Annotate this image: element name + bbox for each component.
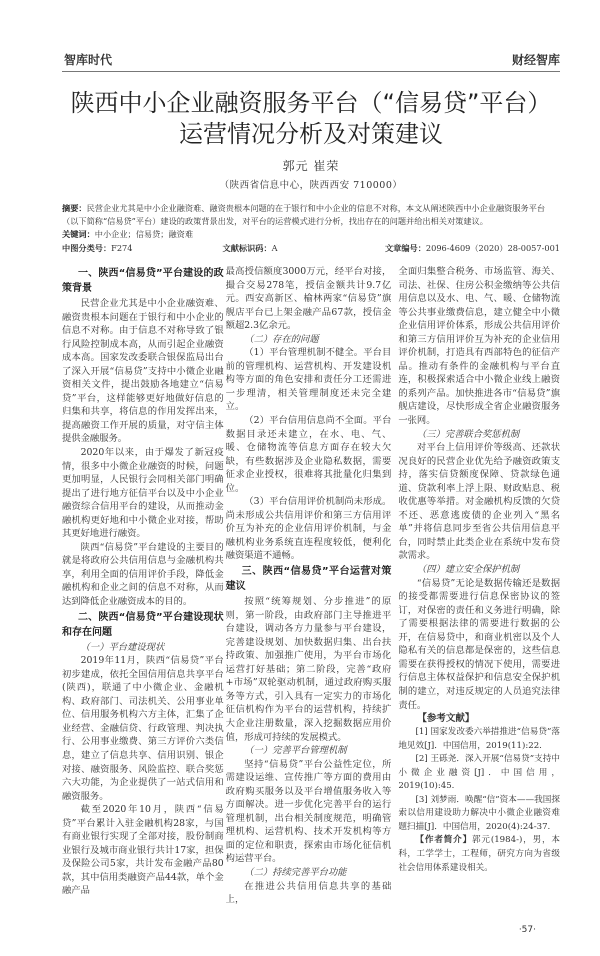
paragraph: （3）平台信用评价机制尚未形成。尚未形成公共信用评价和第三方信用评价互为补充的企业信用评价机制，与金融机构业务系统直连程度较低，便利化融资渠道不通畅。	[225, 496, 392, 562]
paragraph: “信易贷”无论是数据传输还是数据的接受都需要进行信息保密协议的签订，对保密的责任和义务进行明确，除了需要根据法律的需要进行数据的公开，在信易贷中，和商业机密以及个人隐私有关的信息都是保密的，这些信息需要在获得授权的情况下使用，需要进行信息主体权益保护和信息安全保护机制的建立，对违反规定的人员追究法律责任。	[398, 577, 560, 711]
column-1	[62, 265, 224, 907]
doc-code	[223, 242, 385, 255]
author-bio	[398, 834, 560, 875]
page-footer	[62, 917, 560, 936]
authors: 郭元 崔荣	[282, 159, 340, 173]
section-heading: 三、陕西“信易贷”平台运营对策建议	[225, 566, 392, 593]
paragraph-continued: 全面归集整合税务、市场监管、海关、司法、社保、住房公积金缴纳等公共信用信息以及水、电、气、暖、仓储物流等公共事业缴费信息，建立健全中小微企业信用评价体系，形成公共信用评价和第三方信用评价互为补充的企业信用评价机制，打造具有西部特色的征信产品。推动有条件的金融机构与平台直连，积极探索适合中小微企业线上融资的系列产品。加快推进各市“信易贷”旗舰店建设，尽快形成全省企业融资服务一张网。	[398, 266, 560, 427]
author-bio-label: 【作者简介】	[415, 835, 473, 846]
article-title	[40, 88, 582, 150]
reference-item: [3] 刘梦雨．唤醒“信”资本——我国探索以信用建设助力解决中小微企业融资难题扫描[J]．中国信用，2020(4):24-37.	[398, 794, 560, 832]
column-3	[398, 265, 560, 907]
journal-section-right: 财经智库	[511, 53, 560, 67]
subsection-heading: （一）完善平台管理机制	[244, 745, 347, 757]
keywords	[62, 228, 560, 241]
abstract-label: 摘要：	[62, 203, 87, 213]
keywords-text: 中小企业；信易贷；融资难	[94, 229, 194, 239]
subsection-heading: （二）持续完善平台功能	[244, 866, 347, 878]
abstract-block	[62, 202, 560, 241]
references-heading: 【参考文献】	[417, 713, 475, 725]
subsection-heading: （一）平台建设现状	[80, 641, 165, 653]
reference-item: [2] 王砾尧．深入开展“信易贷”支持中小微企业融资[J]．中国信用，2019(10):45.	[398, 754, 560, 792]
article-number	[385, 242, 560, 255]
title-line-1: 陕西中小企业融资服务平台（“信易贷”平台）	[70, 89, 552, 117]
keywords-label: 关键词：	[62, 229, 95, 239]
doc-label: 文献标识码：	[222, 243, 272, 253]
paragraph: 对平台上信用评价等级高、还款状况良好的民营企业优先给予融资政策支持，落实信贷额度保障、贷款绿色通道、贷款利率上浮上限、财政贴息、税收优惠等举措。对金融机构反馈的欠贷不还、恶意逃废债的企业列入“黑名单”并将信息同步至省公共信用信息平台，同时禁止此类企业在系统中发布贷款需求。	[398, 442, 560, 562]
abstract	[62, 202, 560, 228]
body-columns	[62, 265, 560, 907]
paragraph: 2019年11月，陕西“信易贷”平台初步建成，依托全国信用信息共享平台(陕西)，联通了中小微企业、金融机构、政府部门、司法机关、公用事业单位、信用服务机构六方主体，汇集了企业经营、金融信贷、行政管理、判决执行、公用事业缴费、第三方评价六类信息，建立了信息共享、信用识别、银企对接、融资服务、风险监控、联合奖惩六大功能，为企业提供了一站式信用和融资服务。	[62, 655, 224, 802]
paragraph: 2020年以来，由于爆发了新冠疫情，很多中小微企业融资的时候，问题更加明显，人民银行会同相关部门明确提出了进行地方征信平台以及中小企业融资综合信用平台的建设，从而推动金融机构更好地和中小微企业对接，帮助其更好地进行融资。	[62, 447, 224, 540]
column-2	[226, 265, 392, 907]
paragraph: 坚持“信易贷”平台公益性定位，所需建设运维、宣传推广等方面的费用由政府购买服务以及平台增值服务收入等方面解决。进一步优化完善平台的运行管理机制，出台相关制度规范，明确管理机构、运营机构、技术开发机构等方面的定位和职责，探索由市场化征信机构运营平台。	[225, 758, 392, 865]
paragraph: 截至2020年10月，陕西“信易贷”平台累计入驻金融机构28家，与国有商业银行实现了全部对接，股份制商业银行及城市商业银行共计17家，担保及保险公司5家，共计发布金融产品80款，其中信用类融资产品44款，单个金融产品	[62, 804, 224, 897]
paragraph-continued: 最高授信额度3000万元，经平台对接，撮合交易278笔，授信金额共计9.7亿元。西安高新区、榆林两家“信易贷”旗舰店平台已上架金融产品67款，授信金额超2.3亿余元。	[225, 266, 392, 332]
paragraph: 民营企业尤其是中小企业融资难、融资贵根本问题在于银行和中小企业的信息不对称。由于信息不对称导致了银行风险控制成本高，从而引起企业融资成本高。国家发改委联合银保监局出台了深入开展“信易贷”支持中小微企业融资相关文件，提出鼓励各地建立“信易贷”平台，这样能够更好地做好信息的归集和共享，将信息的作用发挥出来，提高融资工作开展的质量，对守信主体提供金融服务。	[62, 298, 224, 445]
subsection-heading: （三）完善联合奖惩机制	[416, 428, 520, 440]
doc-value: A	[271, 243, 278, 253]
section-heading: 一、陕西“信易贷”平台建设的政策背景	[62, 268, 224, 294]
paragraph: 按照“统筹规划、分步推进”的原则，第一阶段，由政府部门主导推进平台建设，调动各方力量参与平台建设，完善建设规划、加快数据归集、出台扶持政策、加强推广使用，为平台市场化运营打好基础；第二阶段，完善“政府+市场”双轮驱动机制，通过政府购买服务等方式，引入具有一定实力的市场化征信机构作为平台的运营机构，持续扩大企业注册数量，深入挖掘数据应用价值，形成可持续的发展模式。	[225, 596, 392, 743]
article-meta	[62, 242, 560, 255]
clc-label: 中图分类号：	[62, 243, 112, 253]
journal-section-left: 智库时代	[64, 53, 113, 67]
clc-number	[62, 242, 223, 255]
abstract-text: 民营企业尤其是中小企业融资难、融资贵根本问题的在于银行和中小企业的信息不对称，本文从阐述陕西中小企业融资服务平台（以下简称“信易贷”平台）建设的政策背景出发，对平台的运营模式进行分析，找出存在的问题并给出相关对策建议。	[62, 203, 546, 226]
page-number: ·57·	[518, 924, 536, 935]
paragraph: （2）平台信用信息尚不全面。平台数据目录还未建立，在水、电、气、暖、仓储物流等信息方面存在较大欠缺，有些数据涉及企业隐私数据，需要征求企业授权，很难将其批量化归集到位。	[225, 415, 392, 494]
section-heading: 二、陕西“信易贷”平台建设现状和存在问题	[62, 611, 224, 638]
subsection-heading: （二）存在的问题	[244, 333, 319, 345]
running-header	[62, 49, 560, 72]
reference-item: [1] 国家发改委六举措推进“信易贷”落地见效[J]．中国信用，2019(11):22.	[398, 727, 560, 751]
affiliation: （陕西省信息中心，陕西西安 710000）	[219, 180, 403, 191]
paragraph: 在推进公共信用信息共享的基础上，	[225, 880, 392, 906]
clc-value: F274	[111, 243, 133, 253]
paragraph: 陕西“信易贷”平台建设的主要目的就是将政府公共信用信息与金融机构共享，利用全面的信用评价手段，降低金融机构和企业之间的信息不对称，从而达到降低企业融资成本的目的。	[62, 541, 224, 608]
author-bio-text: 郭元(1984-)，男，本科，工学学士，工程师，研究方向为省级社会信用体系建设相关。	[398, 835, 560, 873]
article-value: 2096-4609（2020）28-0057-001	[425, 243, 560, 253]
subsection-heading: （四）建立安全保护机制	[416, 564, 520, 576]
paragraph: （1）平台管理机制不健全。平台目前的管理机构、运营机构、开发建设机构等方面的角色安排和责任分工还需进一步理清，相关管理制度还未完全建立。	[225, 347, 392, 413]
title-line-2: 运营情况分析及对策建议	[179, 120, 443, 148]
article-label: 文章编号：	[384, 243, 426, 253]
